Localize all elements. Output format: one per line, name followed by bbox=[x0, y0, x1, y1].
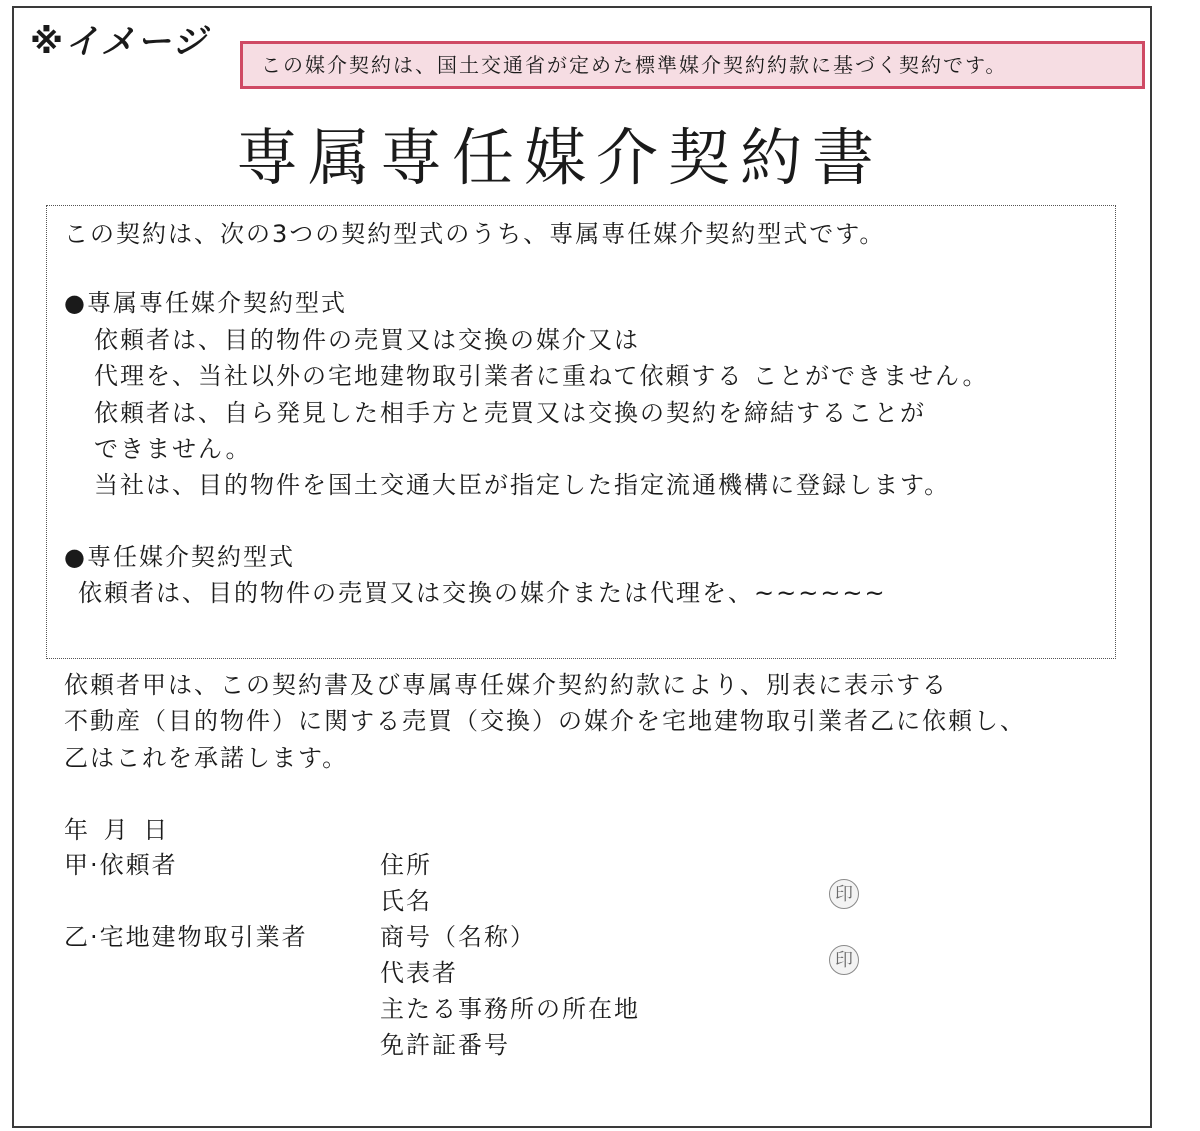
image-label: ※イメージ bbox=[30, 22, 209, 62]
agreement-line: 乙はこれを承諾します。 bbox=[64, 744, 349, 772]
section1-line: 依頼者は、目的物件の売買又は交換の媒介又は bbox=[94, 326, 640, 354]
party-a-name-label: 氏名 bbox=[380, 887, 432, 915]
party-a-label: 甲·依頼者 bbox=[64, 851, 178, 879]
section-heading-exclusive-dedicated: ●専属専任媒介契約型式 bbox=[64, 289, 347, 317]
section1-line: 代理を、当社以外の宅地建物取引業者に重ねて依頼する ことができません。 bbox=[94, 362, 989, 390]
party-a-address-label: 住所 bbox=[380, 851, 432, 879]
party-b-representative-label: 代表者 bbox=[380, 959, 458, 987]
section1-line: できません。 bbox=[94, 435, 252, 463]
section-heading-dedicated: ●専任媒介契約型式 bbox=[64, 543, 295, 571]
standard-contract-notice: この媒介契約は、国土交通省が定めた標準媒介契約約款に基づく契約です。 bbox=[240, 41, 1145, 89]
party-b-license-number-label: 免許証番号 bbox=[380, 1031, 510, 1059]
section1-line: 当社は、目的物件を国土交通大臣が指定した指定流通機構に登録します。 bbox=[94, 471, 951, 499]
party-b-trade-name-label: 商号（名称） bbox=[380, 923, 536, 951]
section2-line: 依頼者は、目的物件の売買又は交換の媒介または代理を、~~~~~~ bbox=[78, 579, 887, 607]
date-line: 年 月 日 bbox=[64, 816, 172, 844]
seal-icon: 印 bbox=[829, 945, 859, 975]
party-b-office-address-label: 主たる事務所の所在地 bbox=[380, 995, 640, 1023]
agreement-line: 依頼者甲は、この契約書及び専属専任媒介契約約款により、別表に表示する bbox=[64, 671, 948, 699]
section1-line: 依頼者は、自ら発見した相手方と売買又は交換の契約を締結することが bbox=[94, 399, 926, 427]
party-b-label: 乙·宅地建物取引業者 bbox=[64, 923, 308, 951]
seal-icon: 印 bbox=[829, 879, 859, 909]
agreement-line: 不動産（目的物件）に関する売買（交換）の媒介を宅地建物取引業者乙に依頼し、 bbox=[64, 707, 1026, 735]
page-title: 専属専任媒介契約書 bbox=[236, 121, 885, 194]
contract-type-intro: この契約は、次の3つの契約型式のうち、専属専任媒介契約型式です。 bbox=[64, 220, 886, 248]
